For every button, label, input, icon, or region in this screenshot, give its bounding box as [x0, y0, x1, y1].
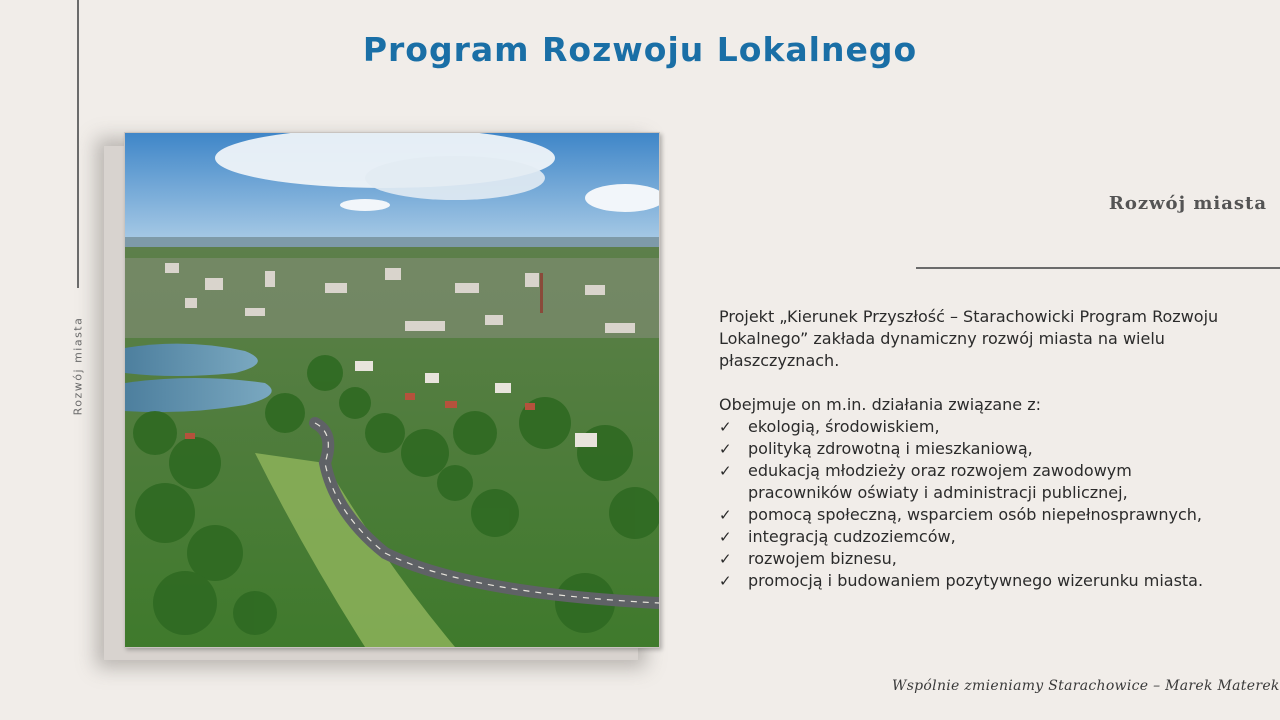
check-icon: ✓	[719, 506, 732, 524]
list-item	[719, 570, 1239, 592]
slide-title	[0, 30, 1280, 69]
list-item	[719, 460, 1239, 504]
list-item-text: integracją cudzoziemców,	[748, 527, 956, 546]
list-item-text: polityką zdrowotną i mieszkaniową,	[748, 439, 1033, 458]
footer-signature: Wspólnie zmieniamy Starachowice – Marek Materek	[892, 678, 1280, 694]
list-item	[719, 416, 1239, 438]
check-icon: ✓	[719, 440, 732, 458]
check-icon: ✓	[719, 572, 732, 590]
list-lead: Obejmuje on m.in. działania związane z:	[719, 395, 1042, 414]
check-icon: ✓	[719, 462, 732, 480]
list-item-text: edukacją młodzieży oraz rozwojem zawodowym pracowników oświaty i administracji publicznej,	[748, 461, 1132, 502]
intro-paragraph: Projekt „Kierunek Przyszłość – Starachowicki Program Rozwoju Lokalnego” zakłada dynamiczny rozwój miasta na wielu płaszczyznach.	[719, 307, 1219, 370]
check-icon: ✓	[719, 528, 732, 546]
list-item	[719, 504, 1239, 526]
list-item	[719, 526, 1239, 548]
check-icon: ✓	[719, 550, 732, 568]
aerial-city-photo	[124, 132, 660, 648]
list-item-text: ekologią, środowiskiem,	[748, 417, 940, 436]
list-item-text: promocją i budowaniem pozytywnego wizerunku miasta.	[748, 571, 1204, 590]
check-icon: ✓	[719, 418, 732, 436]
heading-rule	[916, 267, 1280, 269]
list-item	[719, 548, 1239, 570]
list-item-text: pomocą społeczną, wsparciem osób niepełnosprawnych,	[748, 505, 1203, 524]
body-text	[719, 306, 1239, 592]
list-item-text: rozwojem biznesu,	[748, 549, 897, 568]
section-heading: Rozwój miasta	[1108, 193, 1267, 214]
activity-list	[719, 416, 1239, 592]
list-item	[719, 438, 1239, 460]
side-label: Rozwój miasta	[71, 316, 85, 416]
slide-title-text: Program Rozwoju Lokalnego	[362, 30, 918, 69]
